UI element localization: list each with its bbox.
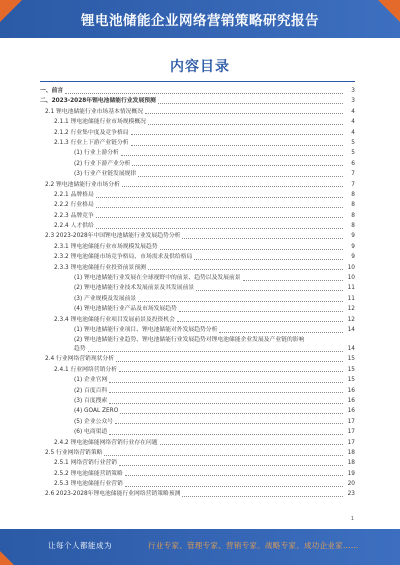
toc-entry-label: 2.5.2 锂电池储能营销策略 — [54, 470, 123, 477]
toc-entry-page: 3 — [351, 98, 355, 105]
toc-entry-label: 2.3.1 锂电池储能行业市场规模发展趋势 — [54, 243, 158, 250]
toc-entry-page: 9 — [351, 254, 355, 261]
toc-entry-page: 3 — [351, 88, 355, 94]
toc-leader-dots — [219, 332, 343, 333]
toc-entry-label: 2.5.3 锂电池储能行业营销 — [54, 481, 123, 488]
toc-entry-page: 8 — [351, 202, 355, 209]
toc-leader-dots — [179, 311, 343, 312]
toc-entry-page: 20 — [347, 481, 355, 488]
toc-entry-page: 15 — [347, 377, 355, 384]
page-number: 1 — [350, 516, 354, 522]
toc-entry-label: 2.1.1 锂电池储能行业市场规模概况 — [54, 119, 146, 126]
toc-entry[interactable] — [40, 438, 355, 448]
footer-slogan-left: 让每个人都能成为 — [48, 541, 112, 550]
toc-entry-page: 11 — [347, 285, 355, 292]
toc-entry-label: (4) 锂电池储能行业产品及市场发展趋势 — [74, 306, 177, 313]
toc-entry-page: 19 — [347, 470, 355, 477]
toc-entry[interactable] — [40, 159, 355, 169]
toc-entry[interactable] — [40, 200, 355, 210]
toc-leader-dots — [138, 301, 343, 302]
toc-entry-page: 16 — [347, 387, 355, 394]
toc-entry[interactable] — [40, 138, 355, 148]
toc-entry-page: 17 — [347, 429, 355, 436]
toc-entry-page: 15 — [347, 366, 355, 373]
toc-entry-label: 2.2 锂电池储能行业市场分析 — [45, 181, 120, 188]
toc-entry-page: 11 — [347, 295, 355, 302]
toc-leader-dots — [132, 165, 343, 166]
toc-entry-label: (4) GOAL ZERO — [74, 408, 119, 415]
toc-entry-label: (3) 行业产业链发展规律 — [74, 171, 137, 178]
toc-leader-dots — [88, 351, 343, 352]
toc-entry-page: 16 — [347, 408, 355, 415]
toc-entry-page: 14 — [347, 345, 355, 352]
toc-leader-dots — [104, 455, 343, 456]
toc-entry[interactable] — [40, 427, 355, 437]
footer-corner-left — [0, 551, 14, 565]
toc-entry-page: 18 — [347, 460, 355, 467]
toc-leader-dots — [96, 217, 343, 218]
toc-leader-dots — [125, 475, 343, 476]
toc-entry[interactable] — [40, 190, 355, 200]
toc-leader-dots — [158, 103, 343, 104]
toc-entry-page: 12 — [347, 306, 355, 313]
toc-entry-label: 2.2.1 品牌格局 — [54, 191, 94, 198]
toc-entry-label: (2) 百度百科 — [74, 387, 108, 394]
toc-entry[interactable] — [40, 294, 355, 304]
toc-entry-label: 2.5.1 网络营销行业营销 — [54, 460, 117, 467]
toc-leader-dots — [116, 361, 343, 362]
toc-entry[interactable] — [40, 315, 355, 325]
toc-leader-dots — [148, 269, 343, 270]
toc-entry[interactable] — [40, 231, 355, 241]
toc-entry[interactable] — [40, 221, 355, 231]
toc-entry-label: (1) 锂电池储能行业发展在全球视野中的前景、趋势以及发展前景 — [74, 275, 241, 282]
toc-entry-label: 2.2.4 人才供给 — [54, 223, 94, 230]
toc-entry[interactable] — [40, 335, 355, 354]
toc-entry-label: 一、前言 — [40, 88, 64, 94]
toc-entry-label: (3) 百度搜索 — [74, 397, 108, 404]
toc-entry-page: 10 — [347, 275, 355, 282]
toc-entry-page: 18 — [347, 449, 355, 456]
toc-entry-page: 8 — [351, 191, 355, 198]
toc-entry-page: 17 — [347, 439, 355, 446]
toc-entry-label: (2) 锂电池储能行业技术发展前景及其发展前景 — [74, 285, 195, 292]
toc-entry[interactable] — [40, 117, 355, 127]
toc-entry[interactable] — [40, 304, 355, 314]
toc-list — [40, 86, 355, 500]
toc-entry-page: 5 — [351, 139, 355, 146]
toc-entry-label: 2.2.3 品牌竞争 — [54, 212, 94, 219]
toc-entry[interactable] — [40, 169, 355, 179]
toc-leader-dots — [194, 259, 343, 260]
toc-leader-dots — [65, 93, 343, 94]
toc-leader-dots — [177, 321, 343, 322]
toc-leader-dots — [115, 423, 343, 424]
toc-leader-dots — [119, 371, 343, 372]
toc-leader-dots — [125, 486, 343, 487]
toc-leader-dots — [96, 207, 343, 208]
toc-leader-dots — [160, 444, 343, 445]
toc-entry[interactable] — [40, 128, 355, 138]
toc-leader-dots — [148, 124, 343, 125]
toc-entry-label-continued: 趋势 — [74, 345, 86, 352]
toc-entry-page: 8 — [351, 223, 355, 230]
toc-entry[interactable] — [40, 406, 355, 416]
toc-entry-label: 2.2.2 行业格局 — [54, 202, 94, 209]
toc-entry[interactable] — [40, 458, 355, 468]
toc-entry-page: 8 — [351, 212, 355, 219]
toc-entry[interactable] — [40, 417, 355, 427]
toc-entry-label: 2.6 2023-2028年锂电池储能行业网络营销策略预测 — [45, 491, 181, 498]
toc-entry-page: 10 — [347, 264, 355, 271]
toc-entry-continuation — [40, 345, 355, 354]
toc-leader-dots — [131, 134, 343, 135]
toc-entry-label: 2.3.4 锂电池储能行业项目发展前景及投资机会 — [54, 316, 175, 323]
toc-entry-label: (6) 电商渠道 — [74, 429, 108, 436]
toc-entry[interactable] — [40, 386, 355, 396]
toc-entry-label: (2) 锂电池储能行业趋势、锂电池储能行业发展趋势对锂电池储能企业发展及产业链的影响 — [74, 336, 305, 343]
page-footer — [0, 529, 400, 565]
toc-entry-label: 2.3.3 锂电池储能行业投资前景预测 — [54, 264, 146, 271]
toc-entry[interactable] — [40, 469, 355, 479]
toc-leader-dots — [121, 155, 343, 156]
toc-entry-label: 2.1.2 行业集中度及竞争格局 — [54, 129, 129, 136]
toc-entry[interactable] — [40, 448, 355, 458]
toc-entry-page: 17 — [347, 418, 355, 425]
toc-entry[interactable] — [40, 107, 355, 117]
toc-entry[interactable] — [40, 325, 355, 335]
toc-entry[interactable] — [40, 396, 355, 406]
toc-entry-label: 2.4 行业网络营销现状分析 — [45, 356, 115, 363]
toc-leader-dots — [182, 238, 343, 239]
toc-entry-page: 6 — [351, 160, 355, 167]
toc-entry-page: 15 — [347, 356, 355, 363]
toc-entry-page: 7 — [351, 171, 355, 178]
toc-entry-page: 12 — [347, 316, 355, 323]
toc-entry-page: 9 — [351, 243, 355, 250]
toc-entry-page: 9 — [351, 233, 355, 240]
toc-leader-dots — [160, 249, 343, 250]
toc-entry[interactable] — [40, 242, 355, 252]
toc-entry-label: (1) 行业上游分析 — [74, 150, 119, 157]
toc-entry-label: 二、2023-2028年锂电池储能行业发展预测 — [40, 98, 156, 105]
toc-entry[interactable] — [40, 375, 355, 385]
toc-entry-page: 14 — [347, 326, 355, 333]
toc-entry-label: 2.5 行业网络营销策略 — [45, 449, 103, 456]
toc-entry[interactable] — [40, 489, 355, 499]
toc-leader-dots — [109, 434, 343, 435]
toc-entry[interactable] — [40, 263, 355, 273]
toc-leader-dots — [131, 145, 343, 146]
toc-entry[interactable] — [40, 96, 355, 106]
toc-leader-dots — [145, 113, 343, 114]
toc-leader-dots — [122, 186, 343, 187]
toc-leader-dots — [119, 465, 343, 466]
footer-slogan-right: 行业专家、管理专家、营销专家、战略专家、成功企业家…… — [148, 541, 359, 550]
toc-leader-dots — [96, 197, 343, 198]
toc-entry[interactable] — [40, 86, 355, 96]
toc-entry-label: (1) 企业官网 — [74, 377, 108, 384]
toc-entry-label: 2.1 锂电池储能行业市场基本情况概况 — [45, 108, 144, 115]
toc-entry[interactable] — [40, 211, 355, 221]
toc-entry-label: 2.3 2023-2028年中国锂电池储能行业发展趋势分析 — [45, 233, 181, 240]
toc-leader-dots — [182, 496, 343, 497]
toc-entry[interactable] — [40, 148, 355, 158]
toc-entry[interactable] — [40, 180, 355, 190]
toc-divider — [40, 81, 355, 82]
toc-entry-page: 4 — [351, 108, 355, 115]
toc-entry-page: 7 — [351, 181, 355, 188]
toc-entry-page: 5 — [351, 150, 355, 157]
toc-leader-dots — [243, 280, 343, 281]
toc-leader-dots — [109, 382, 343, 383]
toc-leader-dots — [138, 176, 343, 177]
toc-entry-label: (1) 锂电池储能行业项目、锂电池储能对外发展趋势分析 — [74, 326, 218, 333]
toc-entry-label: 2.4.1 行业网络营销分析 — [54, 366, 117, 373]
toc-entry-label: (2) 行业下游产业分析 — [74, 160, 131, 167]
toc-entry[interactable] — [40, 273, 355, 283]
toc-entry[interactable] — [40, 283, 355, 293]
toc-entry-label: (3) 产业规模及发展前景 — [74, 295, 137, 302]
toc-entry-page: 23 — [347, 491, 355, 498]
toc-entry-page: 16 — [347, 397, 355, 404]
toc-entry[interactable] — [40, 354, 355, 364]
toc-leader-dots — [120, 413, 343, 414]
toc-entry-page: 4 — [351, 119, 355, 126]
toc-entry-label: 2.4.2 锂电池储能网络营销行业存在问题 — [54, 439, 158, 446]
toc-entry-label: 2.3.2 锂电池储能市场竞争格局、市场需求及供给格局 — [54, 254, 193, 261]
toc-leader-dots — [196, 290, 343, 291]
toc-entry[interactable] — [40, 365, 355, 375]
toc-title: 内容目录 — [170, 59, 230, 75]
toc-leader-dots — [109, 392, 343, 393]
page-header — [0, 0, 400, 38]
toc-entry-label: (5) 企业公众号 — [74, 418, 114, 425]
toc-entry-page: 4 — [351, 129, 355, 136]
toc-leader-dots — [109, 403, 343, 404]
toc-leader-dots — [96, 228, 343, 229]
toc-entry-label: 2.1.3 行业上下游产业链分析 — [54, 139, 129, 146]
report-title: 锂电池储能企业网络营销策略研究报告 — [81, 13, 319, 29]
toc-entry[interactable] — [40, 252, 355, 262]
toc-entry[interactable] — [40, 479, 355, 489]
